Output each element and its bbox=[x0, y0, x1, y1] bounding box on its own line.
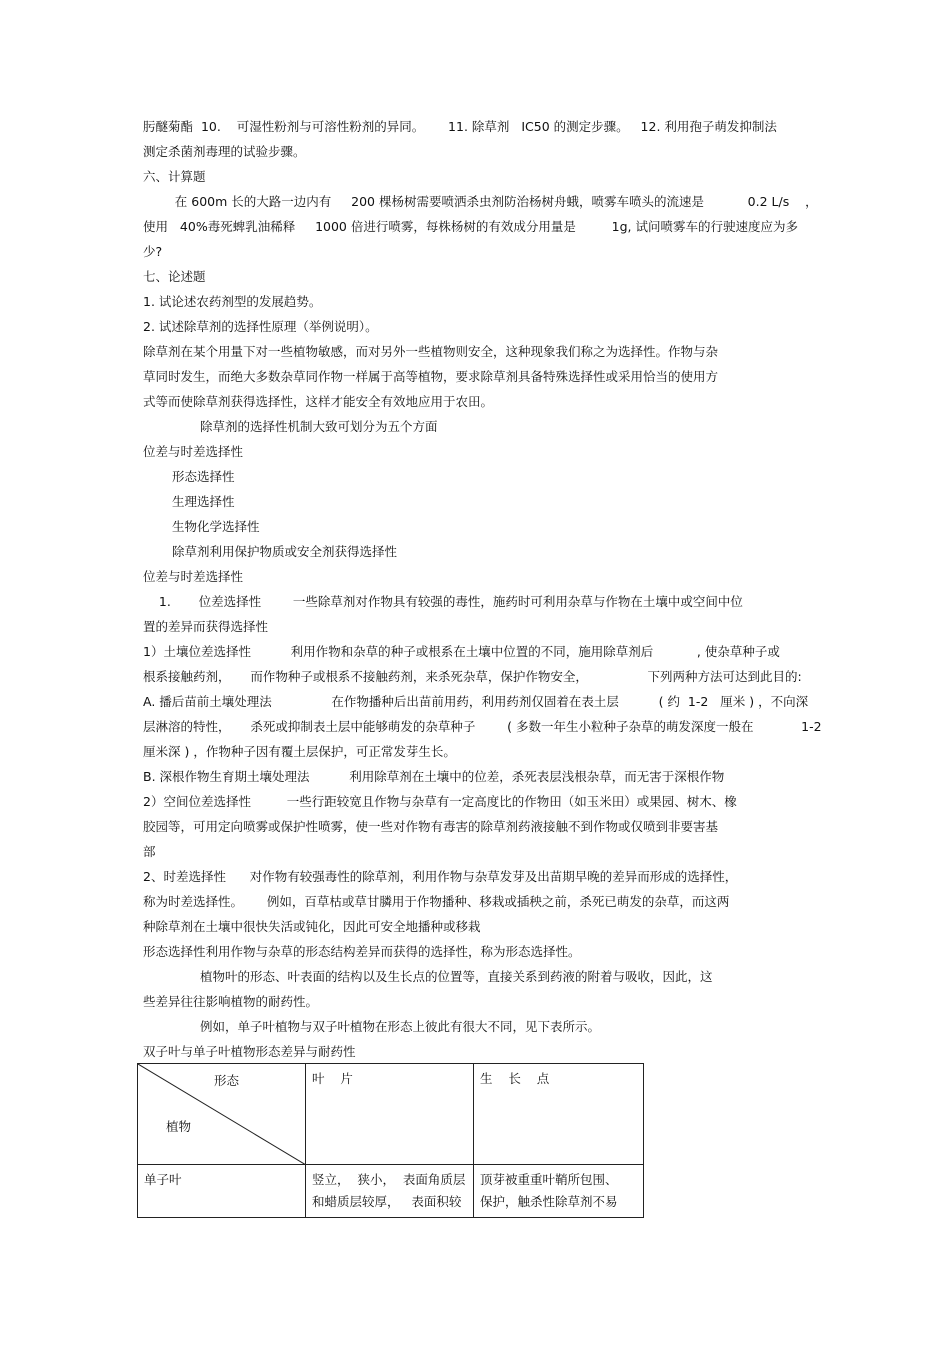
text-line: 种除草剂在土壤中很快失活或钝化，因此可安全地播种或移栽 bbox=[143, 919, 481, 934]
text-line: 除草剂利用保护物质或安全剂获得选择性 bbox=[172, 544, 398, 559]
text-line: 测定杀菌剂毒理的试验步骤。 bbox=[143, 144, 306, 159]
header-morphology: 形态 bbox=[214, 1073, 240, 1088]
text-line: 生物化学选择性 bbox=[172, 519, 260, 534]
row-monocot-name: 单子叶 bbox=[138, 1165, 306, 1218]
row-monocot-leaf: 竖立， 狭小， 表面角质层 和蜡质层较厚， 表面积较 bbox=[306, 1165, 474, 1218]
table-header-row bbox=[138, 1064, 644, 1165]
text-line: 1. 试论述农药剂型的发展趋势。 bbox=[143, 294, 322, 309]
text-line: B. 深根作物生育期土壤处理法 利用除草剂在土壤中的位差，杀死表层浅根杂草，而无害于深根作物 bbox=[143, 769, 725, 784]
header-plant: 植物 bbox=[166, 1119, 192, 1134]
header-growth-point: 生 长 点 bbox=[474, 1064, 644, 1165]
text-line: 形态选择性利用作物与杂草的形态结构差异而获得的选择性，称为形态选择性。 bbox=[143, 944, 581, 959]
text-line: 例如，单子叶植物与双子叶植物在形态上彼此有很大不同，见下表所示。 bbox=[200, 1019, 601, 1034]
text-line: A. 播后苗前土壤处理法 在作物播种后出苗前用药，利用药剂仅固着在表土层 ( 约 1-2 厘米 ) ，不向深 bbox=[143, 694, 809, 709]
text-line: 部 bbox=[143, 844, 156, 859]
text-line: 形态选择性 bbox=[172, 469, 235, 484]
text-line: 生理选择性 bbox=[172, 494, 235, 509]
text-line: 2）空间位差选择性 一些行距较宽且作物与杂草有一定高度比的作物田（如玉米田）或果园、树木、橡 bbox=[143, 794, 737, 809]
text-line: 置的差异而获得选择性 bbox=[143, 619, 269, 634]
text-line: 1. 位差选择性 一些除草剂对作物具有较强的毒性，施药时可利用杂草与作物在土壤中或空间中位 bbox=[143, 594, 743, 609]
text-line: 少? bbox=[143, 244, 163, 259]
text-line: 2. 试述除草剂的选择性原理（举例说明）。 bbox=[143, 319, 378, 334]
text-line: 除草剂的选择性机制大致可划分为五个方面 bbox=[200, 419, 438, 434]
text-line: 厘米深 ) ，作物种子因有覆土层保护，可正常发芽生长。 bbox=[143, 744, 456, 759]
morphology-table bbox=[137, 1063, 644, 1218]
row-monocot-growth: 顶芽被重重叶鞘所包围、 保护，触杀性除草剂不易 bbox=[474, 1165, 644, 1218]
text-line: 1）土壤位差选择性 利用作物和杂草的种子或根系在土壤中位置的不同，施用除草剂后 , 使杂草种子或 bbox=[143, 644, 780, 659]
text-line: 位差与时差选择性 bbox=[143, 569, 244, 584]
text-line: 2、时差选择性 对作物有较强毒性的除草剂，利用作物与杂草发芽及出苗期早晚的差异而形成的选择性， bbox=[143, 869, 738, 884]
text-line: 在 600m 长的大路一边内有 200 棵杨树需要喷洒杀虫剂防治杨树舟蛾，喷雾车喷头的流速是 0.2 L/s ， bbox=[143, 194, 818, 209]
text-line: 些差异往往影响植物的耐药性。 bbox=[143, 994, 319, 1009]
section-heading-essay: 七、论述题 bbox=[143, 269, 206, 284]
text-line: 使用 40%毒死蜱乳油稀释 1000 倍进行喷雾，每株杨树的有效成分用量是 1g, 试问喷雾车的行驶速度应为多 bbox=[143, 219, 798, 234]
text-line: 草同时发生，而绝大多数杂草同作物一样属于高等植物，要求除草剂具备特殊选择性或采用恰当的使用方 bbox=[143, 369, 719, 384]
table-row bbox=[138, 1165, 644, 1218]
text-line: 植物叶的形态、叶表面的结构以及生长点的位置等，直接关系到药液的附着与吸收，因此，这 bbox=[200, 969, 713, 984]
table-caption: 双子叶与单子叶植物形态差异与耐药性 bbox=[143, 1044, 356, 1059]
text-line: 位差与时差选择性 bbox=[143, 444, 244, 459]
text-line: 称为时差选择性。 例如，百草枯或草甘膦用于作物播种、移栽或插秧之前，杀死已萌发的杂草，而这两 bbox=[143, 894, 730, 909]
section-heading-calculation: 六、计算题 bbox=[143, 169, 206, 184]
text-line: 除草剂在某个用量下对一些植物敏感，而对另外一些植物则安全，这种现象我们称之为选择性。作物与杂 bbox=[143, 344, 719, 359]
text-line: 胶园等，可用定向喷雾或保护性喷雾，使一些对作物有毒害的除草剂药液接触不到作物或仅喷到非要害基 bbox=[143, 819, 719, 834]
text-line: 式等而使除草剂获得选择性，这样才能安全有效地应用于农田。 bbox=[143, 394, 494, 409]
header-leaf: 叶 片 bbox=[306, 1064, 474, 1165]
text-line: 根系接触药剂， 而作物种子或根系不接触药剂，来杀死杂草，保护作物安全， 下列两种方法可达到此目的: bbox=[143, 669, 802, 684]
text-line: 层淋溶的特性， 杀死或抑制表土层中能够萌发的杂草种子 ( 多数一年生小粒种子杂草的萌发深度一般在 1-2 bbox=[143, 719, 822, 734]
diagonal-header-cell bbox=[138, 1064, 306, 1165]
text-line: 肟醚菊酯 10. 可湿性粉剂与可溶性粉剂的异同。 11. 除草剂 IC50 的测定步骤。 12. 利用孢子萌发抑制法 bbox=[143, 119, 777, 134]
